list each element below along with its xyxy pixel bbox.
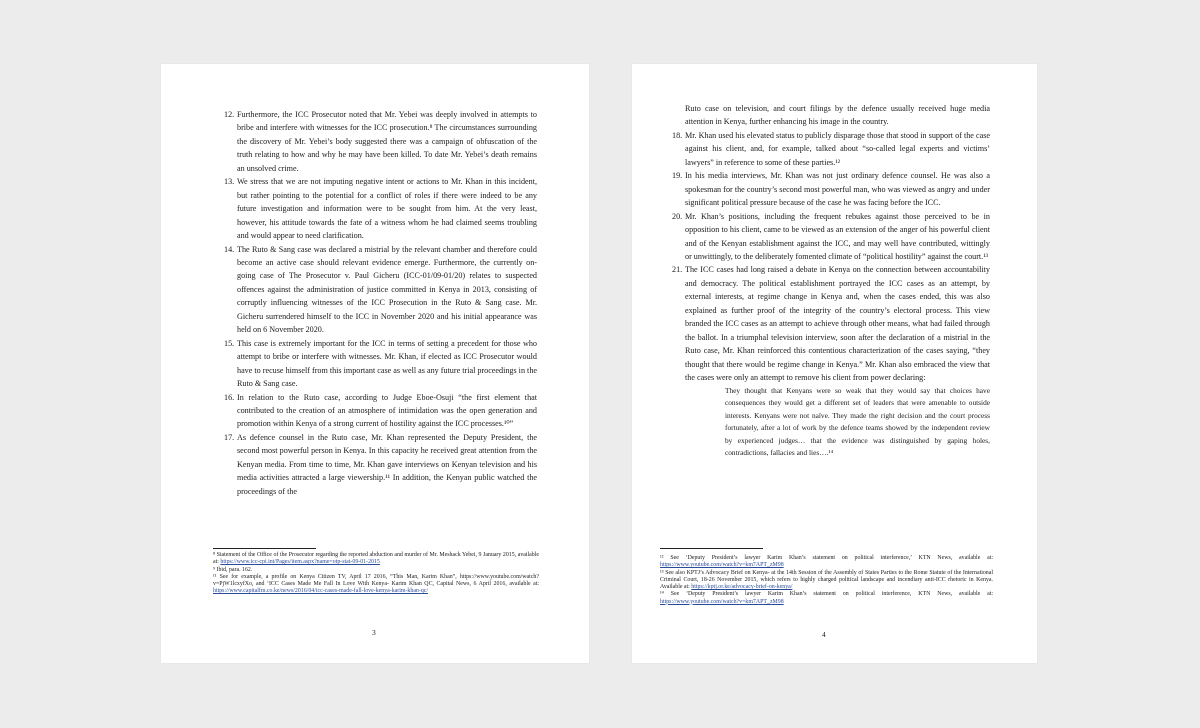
footnote-9: ⁹ Ibid, para. 162. [213,566,253,573]
paragraph-number: 13. [224,177,235,187]
paragraph-15 [224,337,537,391]
paragraph-text: In relation to the Ruto case, according to Judge Eboe-Osuji “the first element that contributed to the creation of an atmosphere of intimidation was the open generation and promotion within Kenya of a strong current of hostility against the ICC processes.¹⁰” [237,392,537,429]
footnote-link[interactable]: https://kptj.or.ke/advocacy-brief-on-kenya/ [691,584,793,590]
paragraph-text: This case is extremely important for the ICC in terms of setting a precedent for those who attempt to bribe or interfere with witnesses. Mr. Khan, if elected as ICC Prosecutor would have to recuse himself from this important case as well as any future trial proceedings in the Ruto & Sang case. [237,338,537,389]
paragraph-20 [672,210,990,264]
paragraph-13 [224,175,537,242]
paragraph-17 [224,431,537,498]
paragraph-number: 17. [224,432,235,442]
footnote-13: ¹³ See also KPTJ’s Advocacy Brief on Kenya- at the 14th Session of the Assembly of States Parties to the Rome Statute of the International Criminal Court, 18-26 November 2015, which refers to highly charged political landscape and incendiary anti-ICC rhetoric in Kenya. Available at: https://kptj.or.ke/advocacy-brief-on-kenya/ [660,569,993,590]
paragraph-number: 20. [672,211,683,221]
footnote-link[interactable]: https://www.capitalfm.co.ke/news/2016/04/icc-cases-made-fall-love-kenya-karim-khan-qc/ [213,588,429,595]
paragraph-number: 18. [672,130,683,140]
paragraph-16 [224,391,537,431]
block-quote: They thought that Kenyans were so weak that they would say that choices have consequences they would get a different set of leaders that were amenable to outside interests. Kenyans were not naïve. They made the right decision and the court process fortunately, after a lot of work by the defence teams showed by the independent review by experienced judges… that the evidence was distinguished by gaping holes, contradictions, fallacies and lies….¹⁴ [725,385,990,458]
paragraph-12 [224,108,537,175]
paragraph-text: The ICC cases had long raised a debate in Kenya on the connection between accountability and democracy. The political establishment portrayed the ICC cases as an attempt, by external interests, at regime change in Kenya and, when the cases ended, this was also explained as further proof of the integrity of the country’s electoral process. This view branded the ICC cases as an attempt to achieve through other means, what had failed through the ballot. In a triumphal television interview, soon after the declaration of a mistrial in the Ruto case, Mr. Khan reinforced this contentious characterization of the cases saying, “they thought that there would be regime change in Kenya.” Mr. Khan also embraced the view that the cases were only an attempt to remove his client from power declaring: [685,265,990,383]
footnote-8: ⁸ Statement of the Office of the Prosecutor regarding the reported abduction and murder of Mr. Meshack Yebei, 9 January 2015, available at: https://www.icc-cpi.int/Pages/item.aspx?name=otp-stat-09-01-2015 [213,552,539,566]
paragraph-19 [672,169,990,209]
document-page-3 [161,64,589,663]
paragraph-number: 12. [224,110,235,119]
paragraph-17-continued [672,102,990,129]
footnote-link[interactable]: https://www.youtube.com/watch?v=km7APT_zM98 [660,598,784,605]
paragraph-text: Mr. Khan’s positions, including the frequent rebukes against those perceived to be in opposition to his client, came to be viewed as an extension of the anger of his powerful client and of the Kenyan establishment against the ICC, and may well have contributed, wittingly or unwittingly, to the deliberately fomented climate of “political hostility” against the court.¹³ [685,211,990,261]
footnote-11: ¹¹ See for example, a profile on Kenya Citizen TV, April 17 2016, “This Man, Karim Khan”, https://www.youtube.com/watch?v=PjW1lcxyfXo, and ‘ICC Cases Made Me Fall In Love With Kenya- Karim Khan QC, Capital News, 6 April 2016, available at: https://www.capitalfm.co.ke/news/2016/04/icc-cases-made-fall-love-kenya-karim-khan-qc/ [213,573,539,595]
paragraph-text: Ruto case on television, and court filings by the defence usually received huge media attention in Kenya, further enhancing his image in the country. [685,104,990,127]
paragraph-text: Mr. Khan used his elevated status to publicly disparage those that stood in support of the case against his client, and, for example, talked about “so-called legal experts and victims’ lawyers” in reference to some of these parties.¹² [685,130,990,167]
page-3-footnotes [213,552,539,596]
footnote-14: ¹⁴ See ‘Deputy President’s lawyer Karim Khan’s statement on political interference, KTN News, available at: https://www.youtube.com/watch?v=km7APT_zM98 [660,591,993,605]
paragraph-14 [224,243,537,337]
paragraph-text: As defence counsel in the Ruto case, Mr. Khan represented the Deputy President, the second most powerful person in Kenya. In this capacity he received great attention from the Kenyan media. From time to time, Mr. Khan gave interviews on Kenyan television and his media activities attracted a large viewership.¹¹ In addition, the Kenyan public watched the proceedings of the [237,432,537,496]
paragraph-text: The Ruto & Sang case was declared a mistrial by the relevant chamber and therefore could become an active case should relevant evidence emerge. Furthermore, the currently on-going case of The Prosecutor v. Paul Gicheru (ICC-01/09-01/20) relates to suspected offences against the administration of justice committed in Kenya in 2013, consisting of corruptly influencing witnesses of the ICC Prosecution in the Ruto & Sang case. Mr. Gicheru surrendered himself to the ICC in November 2020 and his initial appearance was held on 6 November 2020. [237,244,537,335]
page-3-body [224,108,537,498]
paragraph-text: Furthermore, the ICC Prosecutor noted that Mr. Yebei was deeply involved in attempts to bribe and interfere with witnesses for the ICC prosecution.⁸ The circumstances surrounding the discovery of Mr. Yebei’s body suggested there was a campaign of obfuscation of the truth relating to how and why he may have been killed. To date Mr. Yebei’s death remains an unsolved crime. [237,110,537,173]
paragraph-number: 21. [672,265,683,275]
page-4-footnotes [660,555,993,606]
paragraph-number: 14. [224,244,235,254]
page-number: 4 [822,630,826,639]
paragraph-number: 15. [224,338,235,348]
paragraph-21 [672,263,990,384]
page-number: 3 [372,628,376,637]
paragraph-text: In his media interviews, Mr. Khan was not just ordinary defence counsel. He was also a spokesman for the country’s second most powerful man, who was viewed as angry and under significant political pressure because of the case he was facing before the ICC. [685,171,990,208]
document-page-4 [632,64,1037,663]
page-4-body [672,102,990,460]
footnote-divider [660,548,763,549]
footnote-12: ¹² See ‘Deputy President’s lawyer Karim Khan’s statement on political interference,’ KTN News, available at: https://www.youtube.com/watch?v=km7APT_zM98 [660,555,993,569]
footnote-link[interactable]: https://www.icc-cpi.int/Pages/item.aspx?name=otp-stat-09-01-2015 [220,559,380,566]
paragraph-number: 19. [672,171,683,181]
paragraph-number: 16. [224,392,235,402]
footnote-divider [213,548,316,549]
paragraph-18 [672,129,990,169]
paragraph-text: We stress that we are not imputing negative intent or actions to Mr. Khan in this incident, but rather pointing to the potential for a conflict of roles if there were indeed to be any future investigation and information were to be sought from him. At the very least, however, his attitude towards the fate of a witness whom he had claimed seems troubling and would appear to need clarification. [237,177,537,241]
footnote-link[interactable]: https://www.youtube.com/watch?v=km7APT_zM98 [660,562,784,569]
